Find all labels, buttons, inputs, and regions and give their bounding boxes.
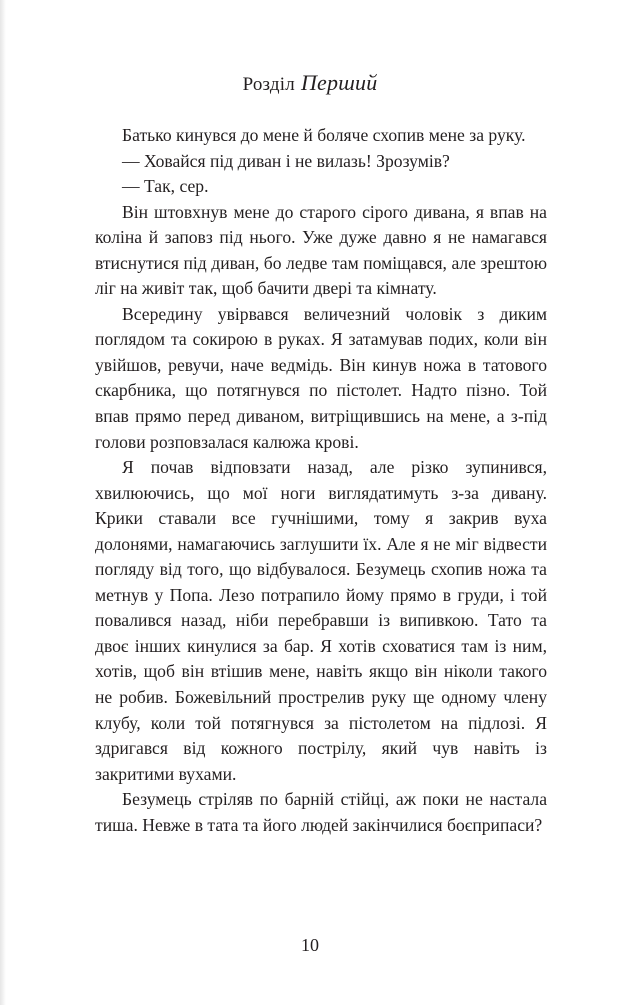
paragraph [95,174,547,200]
text-line: Він штовхнув мене до старого сірого дивана, я впав на коліна й заповз під нього. Уже дуже давно я не намагався втиснутися під диван, бо ледве там поміщався, але зрештою ліг на живіт так, щоб бачити двері та кімнату. [95,201,547,299]
paragraph [95,149,547,175]
text-line: Всередину увірвався величезний чоловік з диким поглядом та сокирою в руках. Я затамував подих, коли він увійшов, ревучи, наче ведмідь. Він кинув ножа в татового скарбника, що потягнувся по пістолет. Надто пізно. Той впав прямо перед диваном, витріщившись на мене, а з-під голови розповзалася калюжа крові. [95,303,547,452]
paragraph [95,200,547,302]
text-line: Безумець стріляв по барній стійці, аж поки не настала тиша. Невже в тата та його людей закінчилися боєприпаси? [95,789,547,835]
paragraph [95,302,547,455]
text-line: — Так, сер. [122,176,209,197]
text-line: — Ховайся під диван і не вилазь! Зрозумів? [122,150,450,171]
running-header [0,70,620,96]
text-line: Батько кинувся до мене й боляче схопив мене за руку. [122,125,526,145]
chapter-number: Перший [300,70,378,95]
text-line: Я почав відповзати назад, але різко зупинився, хвилюючись, що мої ноги виглядатимуть з-за дивану. Крики ставали все гучнішими, тому я закрив вуха долонями, намагаючись заглушити їх. Але я не міг відвести погляду від того, що відбувалося. Безумець схопив ножа та метнув у Попа. Лезо потрапило йому прямо в груди, і той повалився назад, ніби перебравши із випивкою. Тато та двоє інших кинулися за бар. Я хотів сховатися там із ним, хотів, щоб він втішив мене, навіть якщо він ніколи такого не робив. Божевільний прострелив руку ще одному члену клубу, коли той потягнувся за пістолетом на підлозі. Я здригався від кожного пострілу, який чув навіть із закритими вухами. [95,457,547,784]
chapter-word: Розділ [242,74,295,95]
page-number: 10 [301,935,319,955]
page-gutter-shadow [0,0,6,1005]
paragraph [95,787,547,838]
body-text [95,123,547,838]
paragraph [95,123,547,149]
paragraph [95,455,547,787]
